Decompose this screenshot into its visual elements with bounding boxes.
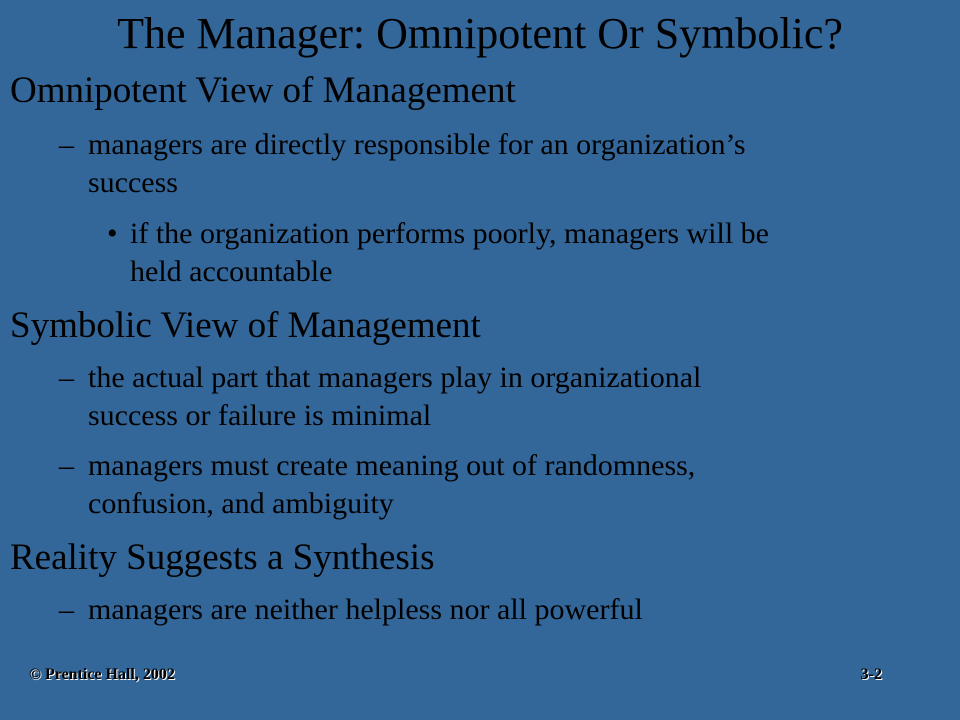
dash-marker: – bbox=[59, 449, 74, 482]
section-heading-omnipotent: Omnipotent View of Management bbox=[10, 70, 516, 111]
point-reality-1 bbox=[10, 591, 940, 629]
slide-title: The Manager: Omnipotent Or Symbolic? bbox=[117, 9, 843, 58]
section-heading-symbolic: Symbolic View of Management bbox=[10, 305, 481, 346]
dash-marker: – bbox=[59, 128, 74, 161]
dash-marker: – bbox=[59, 361, 74, 394]
page-number: 3-2 bbox=[860, 666, 882, 683]
subpoint-omnipotent-1 bbox=[10, 215, 940, 291]
copyright-footer: © Prentice Hall, 2002 bbox=[29, 666, 175, 683]
point-symbolic-2 bbox=[10, 447, 940, 523]
point-text-line1: managers must create meaning out of randomness, bbox=[88, 449, 696, 482]
slide-content bbox=[10, 68, 940, 629]
point-text-line1: the actual part that managers play in organizational bbox=[88, 361, 702, 394]
dash-marker: – bbox=[59, 593, 74, 626]
section-heading-reality: Reality Suggests a Synthesis bbox=[10, 537, 435, 578]
point-text-line1: managers are directly responsible for an organization’s bbox=[88, 128, 746, 161]
bullet-marker: • bbox=[107, 217, 118, 250]
point-text-line1: managers are neither helpless nor all powerful bbox=[88, 593, 643, 626]
point-omnipotent-1 bbox=[10, 126, 940, 202]
subpoint-text-line1: if the organization performs poorly, managers will be bbox=[130, 217, 769, 250]
point-text-line2: success bbox=[88, 166, 178, 199]
point-text-line2: confusion, and ambiguity bbox=[88, 487, 394, 520]
point-symbolic-1 bbox=[10, 359, 940, 435]
subpoint-text-line2: held accountable bbox=[130, 255, 333, 288]
point-text-line2: success or failure is minimal bbox=[88, 399, 432, 432]
